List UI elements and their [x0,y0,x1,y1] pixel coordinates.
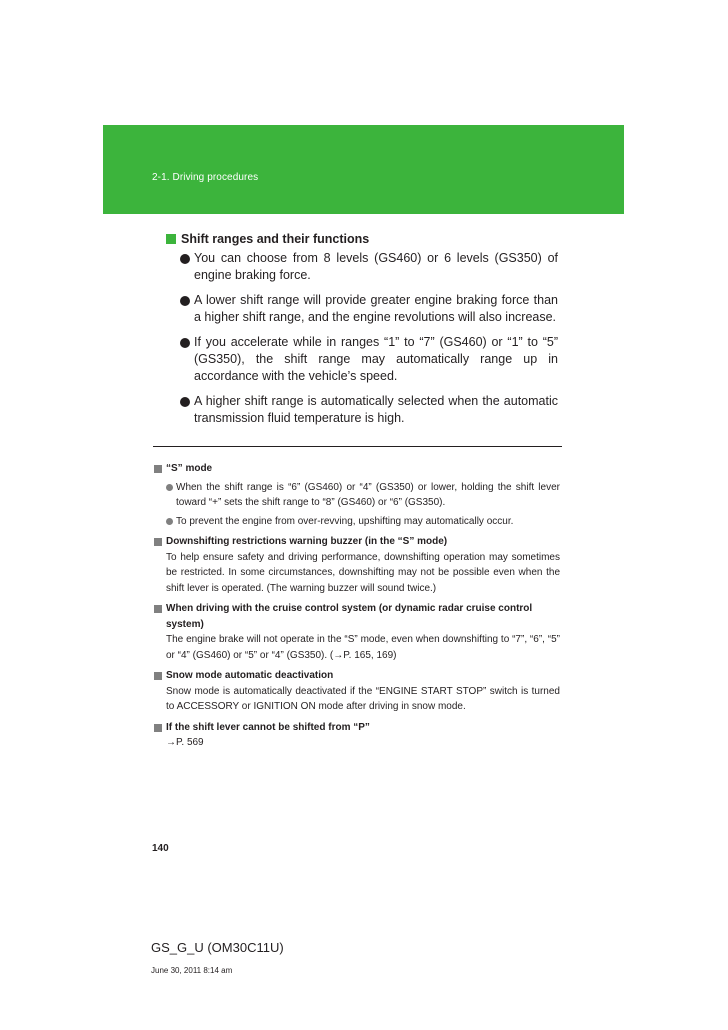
gray-bullet-icon [166,518,173,525]
gray-square-icon [154,672,162,680]
page-reference-link[interactable]: →P. 569 [166,737,204,748]
green-square-icon [166,234,176,244]
gray-square-icon [154,538,162,546]
notes-section [154,459,560,751]
header-band [103,125,624,214]
print-date: June 30, 2011 8:14 am [151,966,233,975]
main-bullet [180,250,558,284]
note-heading-buzzer [154,534,560,550]
main-bullet [180,393,558,427]
note-body-snow: Snow mode is automatically deactivated if the “ENGINE START STOP” switch is turned to ACCESSORY or IGNITION ON mode after driving in snow mode. [166,685,560,712]
bullet-icon [180,397,190,407]
divider [153,446,562,447]
main-heading [166,232,369,246]
note-heading-cruise [154,601,560,632]
note-sub-bullet [154,514,560,530]
gray-square-icon [154,465,162,473]
note-heading-s-mode [154,461,560,477]
gray-square-icon [154,605,162,613]
note-heading-shift-p [154,720,560,736]
bullet-icon [180,296,190,306]
page-number: 140 [152,843,169,854]
note-heading-text: Snow mode automatic deactivation [166,670,334,681]
main-bullet-text: A lower shift range will provide greater engine braking force than a higher shift range, and the engine revolutions will also increase. [194,293,558,324]
note-sub-bullet [154,480,560,511]
main-heading-text: Shift ranges and their functions [181,232,370,246]
main-bullet-list [180,250,558,435]
note-heading-text: Downshifting restrictions warning buzzer (in the “S” mode) [166,536,448,547]
main-bullet-text: A higher shift range is automatically selected when the automatic transmission fluid temperature is high. [194,394,558,425]
gray-bullet-icon [166,484,173,491]
note-body-cruise: The engine brake will not operate in the “S” mode, even when downshifting to “7”, “6”, “5” or “4” (GS460) or “5” or “4” (GS350). (→P. 165, 169) [166,634,560,661]
note-heading-text: When driving with the cruise control system (or dynamic radar cruise control system) [166,603,533,630]
gray-square-icon [154,724,162,732]
bullet-icon [180,338,190,348]
main-bullet [180,292,558,326]
note-sub-bullet-text: To prevent the engine from over-revving, upshifting may automatically occur. [176,515,514,527]
main-bullet [180,334,558,385]
bullet-icon [180,254,190,264]
section-label: 2-1. Driving procedures [152,172,259,183]
note-body-buzzer: To help ensure safety and driving performance, downshifting operation may sometimes be restricted. In some circumstances, downshifting may not be possible even when the shift lever is operated. (The warning buzzer will sound twice.) [166,551,560,594]
note-sub-bullet-text: When the shift range is “6” (GS460) or “4” (GS350) or lower, holding the shift lever toward “+” sets the shift range to “8” (GS460) or “6” (GS350). [176,481,560,508]
note-heading-snow [154,668,560,684]
main-bullet-text: You can choose from 8 levels (GS460) or 6 levels (GS350) of engine braking force. [194,251,558,282]
note-heading-text: If the shift lever cannot be shifted from “P” [166,721,370,733]
note-heading-text: “S” mode [166,463,213,474]
document-code: GS_G_U (OM30C11U) [151,940,284,955]
main-bullet-text: If you accelerate while in ranges “1” to “7” (GS460) or “1” to “5” (GS350), the shift range may automatically range up in accordance with the vehicle’s speed. [194,335,558,383]
